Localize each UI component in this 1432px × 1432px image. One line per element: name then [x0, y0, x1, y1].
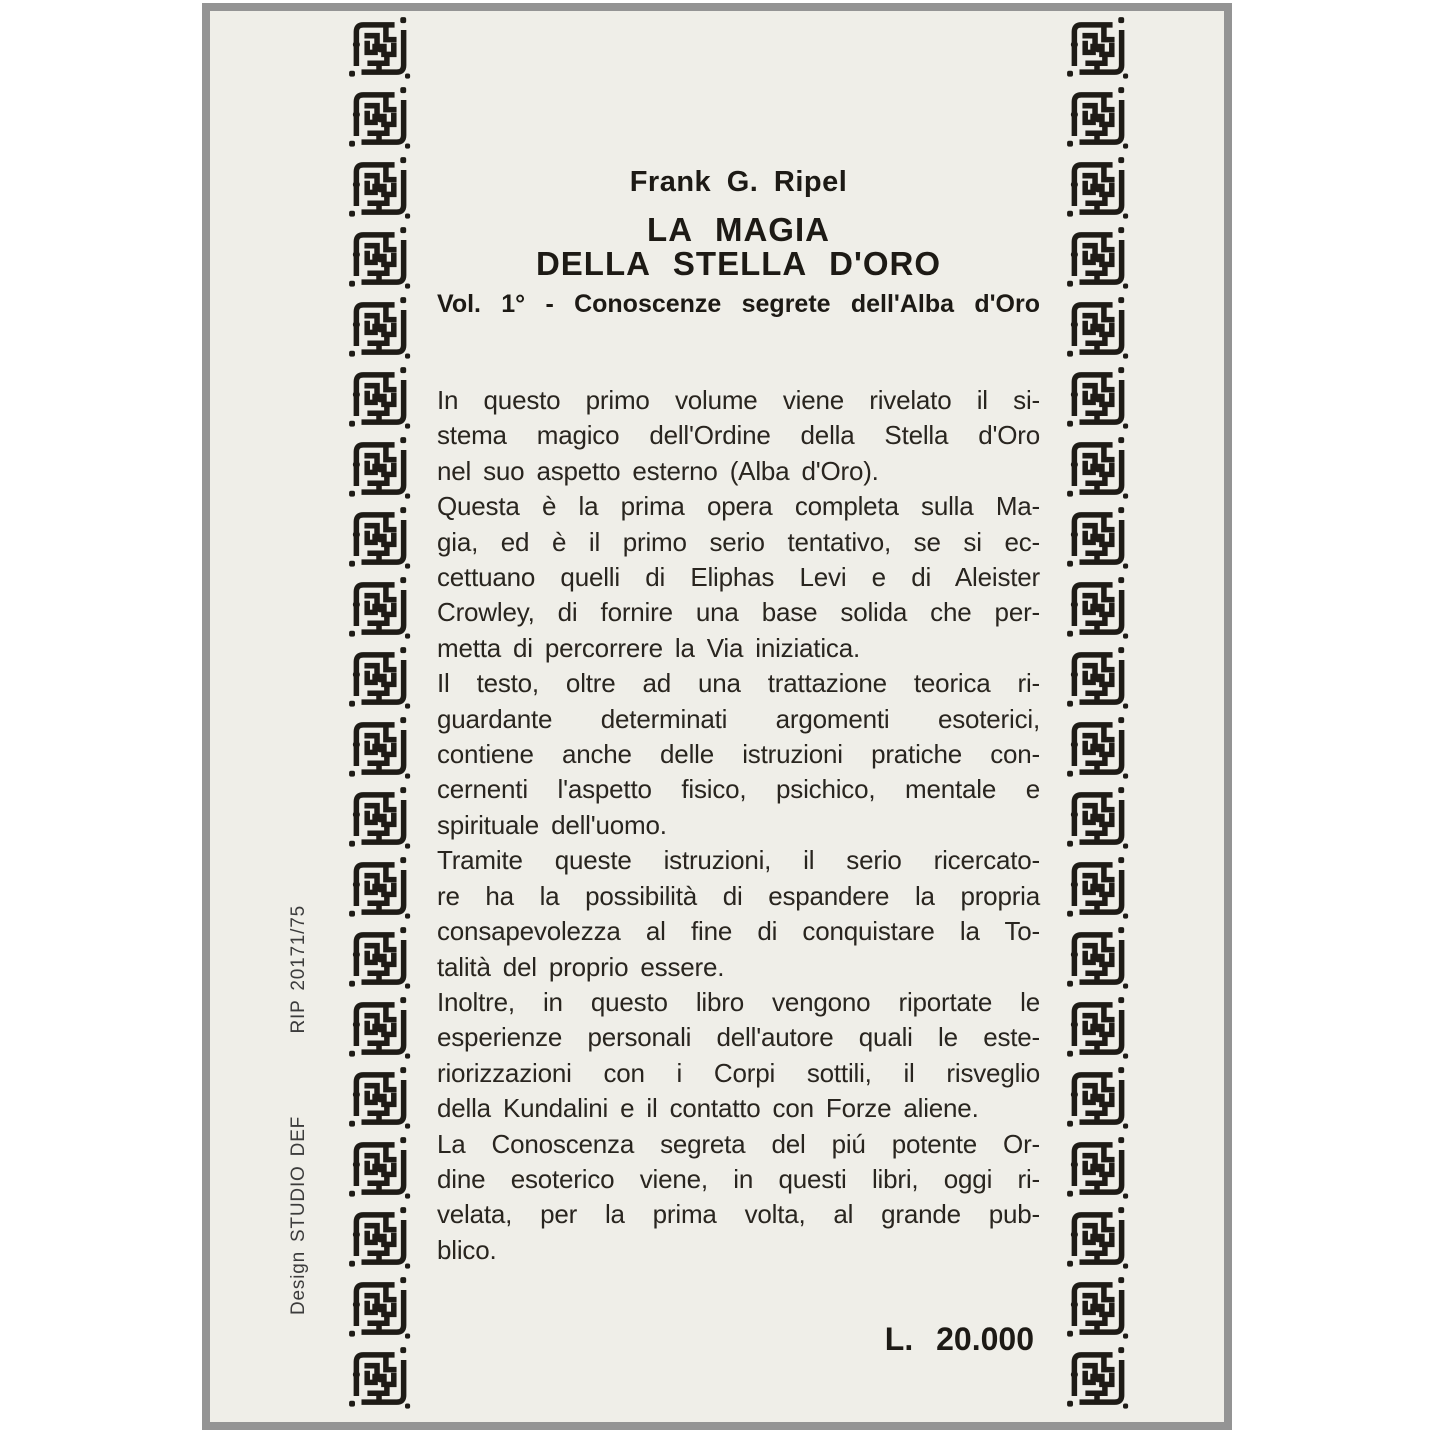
body-line: Crowley, di fornire una base solida che per- [437, 597, 1040, 628]
maze-seal-ornament-icon [347, 1066, 413, 1129]
maze-seal-ornament-icon [1065, 156, 1131, 219]
maze-seal-ornament-icon [347, 366, 413, 429]
body-line: In questo primo volume viene rivelato il si- [437, 385, 1040, 415]
book-title-line1: LA MAGIA [647, 211, 830, 248]
maze-seal-ornament-icon [1065, 506, 1131, 569]
body-line: esperienze personali dell'autore quali le este- [437, 1022, 1040, 1053]
maze-seal-ornament-icon [1065, 1136, 1131, 1199]
maze-seal-ornament-icon [1065, 16, 1131, 79]
credit-design-label: Design STUDIO DEF [288, 1115, 309, 1315]
maze-seal-ornament-icon [1065, 226, 1131, 289]
body-line: Il testo, oltre ad una trattazione teorica ri- [437, 668, 1040, 699]
maze-seal-ornament-icon [1065, 436, 1131, 499]
maze-seal-ornament-icon [1065, 366, 1131, 429]
maze-seal-ornament-icon [1065, 646, 1131, 709]
body-line: cernenti l'aspetto fisico, psichico, mentale e [437, 774, 1040, 805]
maze-seal-ornament-icon [347, 1206, 413, 1269]
maze-seal-ornament-icon [347, 646, 413, 709]
maze-seal-ornament-icon [1065, 996, 1131, 1059]
maze-seal-ornament-icon [1065, 716, 1131, 779]
body-line: della Kundalini e il contatto con Forze aliene. [437, 1093, 979, 1124]
body-line: gia, ed è il primo serio tentativo, se si ec- [437, 526, 1040, 557]
body-line: Tramite queste istruzioni, il serio ricercato- [437, 845, 1040, 876]
author-name: Frank G. Ripel [629, 166, 848, 198]
body-line: spirituale dell'uomo. [437, 809, 667, 840]
body-line: metta di percorrere la Via iniziatica. [437, 632, 860, 663]
body-text [437, 383, 1040, 1268]
maze-seal-ornament-icon [1065, 786, 1131, 849]
maze-seal-ornament-icon [347, 926, 413, 989]
body-line: stema magico dell'Ordine della Stella d'Oro [437, 420, 1040, 451]
maze-seal-ornament-icon [347, 506, 413, 569]
maze-seal-ornament-icon [1065, 1276, 1131, 1339]
book-title-line2: DELLA STELLA D'ORO [535, 245, 942, 282]
ornament-border-right [1065, 16, 1131, 1409]
body-line: blico. [437, 1234, 497, 1265]
price-label: L. 20.000 [884, 1321, 1034, 1357]
body-line: Inoltre, in questo libro vengono riportate le [437, 986, 1040, 1017]
maze-seal-ornament-icon [347, 86, 413, 149]
body-line: talità del proprio essere. [437, 951, 725, 982]
body-line: velata, per la prima volta, al grande pub- [437, 1199, 1040, 1230]
volume-subtitle: Vol. 1° - Conoscenze segrete dell'Alba d'Oro [437, 290, 1040, 318]
body-line: nel suo aspetto esterno (Alba d'Oro). [437, 455, 879, 486]
maze-seal-ornament-icon [1065, 1206, 1131, 1269]
maze-seal-ornament-icon [1065, 576, 1131, 639]
body-line: riorizzazioni con i Corpi sottili, il risveglio [437, 1057, 1040, 1088]
maze-seal-ornament-icon [1065, 926, 1131, 989]
maze-seal-ornament-icon [347, 1276, 413, 1339]
maze-seal-ornament-icon [1065, 86, 1131, 149]
maze-seal-ornament-icon [347, 1136, 413, 1199]
ornament-border-left [347, 16, 413, 1409]
maze-seal-ornament-icon [347, 856, 413, 919]
body-line: dine esoterico viene, in questi libri, oggi ri- [437, 1163, 1040, 1194]
maze-seal-ornament-icon [1065, 1346, 1131, 1409]
maze-seal-ornament-icon [347, 996, 413, 1059]
maze-seal-ornament-icon [347, 436, 413, 499]
body-line: re ha la possibilità di espandere la propria [437, 880, 1040, 911]
maze-seal-ornament-icon [347, 156, 413, 219]
maze-seal-ornament-icon [1065, 856, 1131, 919]
maze-seal-ornament-icon [347, 16, 413, 79]
maze-seal-ornament-icon [1065, 1066, 1131, 1129]
maze-seal-ornament-icon [347, 576, 413, 639]
printer-credit-vertical [287, 905, 311, 1315]
body-line: La Conoscenza segreta del piú potente Or- [437, 1128, 1040, 1159]
maze-seal-ornament-icon [347, 786, 413, 849]
body-line: guardante determinati argomenti esoterici, [437, 703, 1040, 734]
body-line: contiene anche delle istruzioni pratiche con- [437, 739, 1040, 770]
maze-seal-ornament-icon [347, 1346, 413, 1409]
text-column [437, 11, 1040, 1422]
credit-code-label: RIP 20171/75 [288, 905, 309, 1034]
maze-seal-ornament-icon [347, 716, 413, 779]
maze-seal-ornament-icon [1065, 296, 1131, 359]
body-line: consapevolezza al fine di conquistare la To- [437, 916, 1040, 947]
maze-seal-ornament-icon [347, 226, 413, 289]
cover-page [210, 11, 1224, 1422]
body-line: cettuano quelli di Eliphas Levi e di Aleister [437, 562, 1040, 593]
body-line: Questa è la prima opera completa sulla Ma- [437, 491, 1040, 522]
maze-seal-ornament-icon [347, 296, 413, 359]
